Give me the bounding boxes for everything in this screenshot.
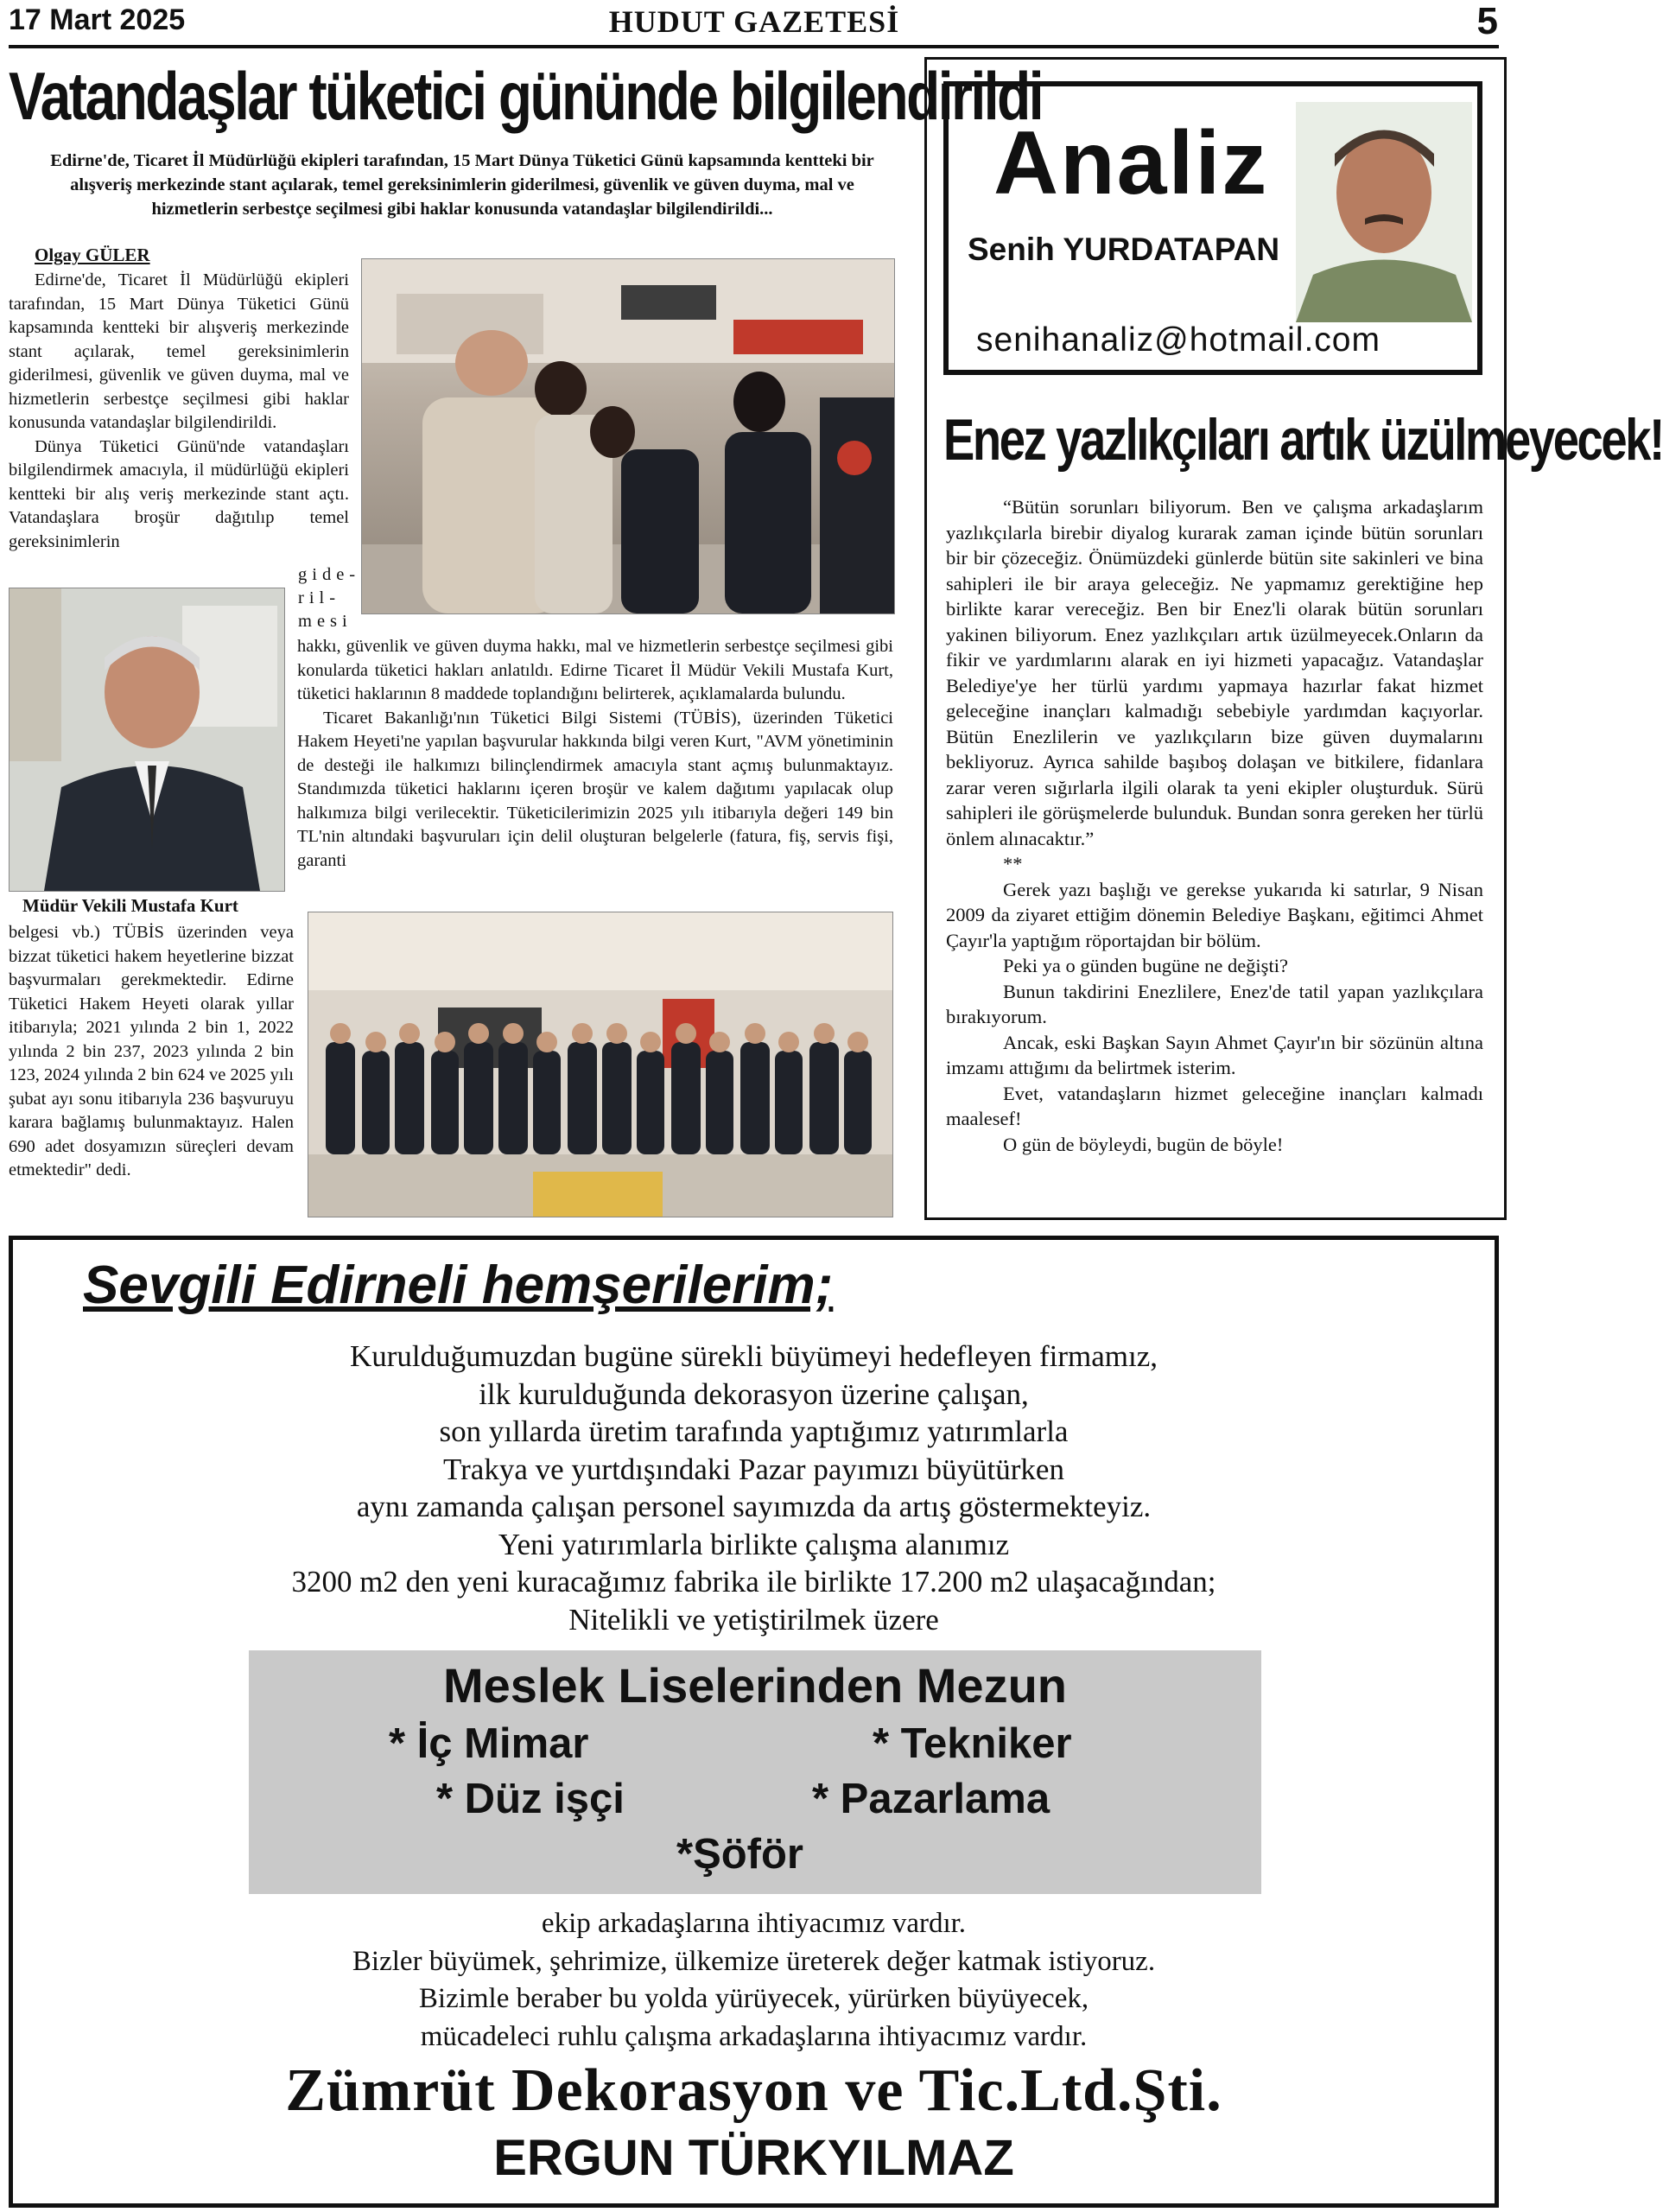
- ad-line: Kurulduğumuzdan bugüne sürekli büyümeyi hedefleyen firmamız,: [349, 1339, 1158, 1373]
- job-interior-architect: * İç Mimar: [389, 1720, 589, 1767]
- ad-outro: [9, 1905, 1499, 2056]
- article-column-b: [297, 635, 893, 873]
- ad-owner: ERGUN TÜRKYILMAZ: [493, 2130, 1014, 2186]
- article-paragraph: Dünya Tüketici Günü'nde vatandaşları bilgilendirmek amacıyla, il müdürlüğü ekipleri kentteki bir alış veriş merkezinde stant açtı. Vatandaşlara broşür dağıtılıp temel gereksinimlerin: [9, 436, 349, 551]
- column-paragraph: Gerek yazı başlığı ve gerekse yukarıda ki satırlar, 9 Nisan 2009 da ziyaret ettiğim dönemin Belediye Başkanı, eğitimci Ahmet Çayır'la yaptığım röportajdan bir bölüm.: [946, 878, 1483, 951]
- ad-line: son yıllarda üretim tarafında yaptığımız yatırımlarla: [439, 1414, 1069, 1448]
- ad-line: Bizimle beraber bu yolda yürüyecek, yürürken büyüyecek,: [418, 1983, 1089, 2014]
- column-title: Analiz: [993, 113, 1269, 213]
- article-paragraph: Edirne'de, Ticaret İl Müdürlüğü ekipleri tarafından, 15 Mart Dünya Tüketici Günü kapsamında kentteki bir alışveriş merkezinde stant açılarak, temel gereksinimlerin giderilmesi, güvenlik ve güven duyma, mal ve hizmetlerin serbestçe seçilmesi gibi haklar konusunda vatandaşlar bilgilendirildi.: [9, 270, 349, 432]
- article-column-a: [9, 269, 349, 554]
- ad-line: ekip arkadaşlarına ihtiyacımız vardır.: [541, 1908, 967, 1939]
- job-technician: * Tekniker: [873, 1720, 1072, 1767]
- author-photo: [1296, 102, 1472, 322]
- column-body: [946, 494, 1483, 1157]
- photo-stand: [361, 258, 895, 614]
- column-author: Senih YURDATAPAN: [968, 232, 1280, 267]
- job-driver: *Şöför: [676, 1831, 803, 1878]
- column-separator: **: [1003, 853, 1023, 874]
- column-email[interactable]: senihanaliz@hotmail.com: [976, 321, 1381, 359]
- photo-portrait: [9, 588, 285, 892]
- ad-line: aynı zamanda çalışan personel sayımızda da artış göstermekteyiz.: [356, 1490, 1152, 1523]
- column-paragraph: “Bütün sorunları biliyorum. Ben ve çalışma arkadaşlarım yazlıkçılarla birebir diyalog kurarak zaman içinde bütün sorunları bir bir çözeceğiz. Önümüzdeki günlerde bütün site sakinleri ve bina sahipleri ile bir araya geleceğiz. Ne yapmamız gerektiğine hep birlikte karar vereceğiz. Ben bir Enez'li olarak bütün sorunları yakinen biliyorum. Enez yazlıkçıları artık üzülmeyecek.Onların da fikir ve yardımlarını alarak en iyi hizmeti yapacağız. Vatandaşlar Belediye'ye her türlü yardımı yapmaya hazırlar fakat hizmet geleceğine inançları kalmadığı sebebiyle yardımdan kaçıyorlar. Bütün Enezlilerin ve yazlıkçıların bize güven duymalarını bekliyoruz. Ayrıca sahilde başıboş dolaşan ve bitkilere, fidanlara zarar veren sığırlarla ilgili olarak ta yeni ekipler oluşturduk. Sürü sahipleri ile görüşmelerde bulunduk. Bundan sonra gereken her türlü önlem alınacaktır.”: [946, 496, 1483, 849]
- ad-line: mücadeleci ruhlu çalışma arkadaşlarına ihtiyacımız vardır.: [420, 2020, 1088, 2052]
- ad-line: 3200 m2 den yeni kuracağımız fabrika ile birlikte 17.200 m2 ulaşacağından;: [291, 1565, 1216, 1599]
- photo-caption: Müdür Vekili Mustafa Kurt: [22, 895, 238, 916]
- column-headline: Enez yazlıkçıları artık üzülmeyecek!: [943, 407, 1663, 473]
- article-column-c: [9, 921, 294, 1183]
- article-paragraph: belgesi vb.) TÜBİS üzerinden veya bizzat tüketici hakem heyetlerine bizzat başvurmaları gerekmektedir. Edirne Tüketici Hakem Heyeti olarak yıllar itibarıyla; 2021 yılında 2 bin 1, 2022 yılında 2 bin 237, 2023 yılında 2 bin 123, 2024 yılında 2 bin 624 ve 2025 yılı şubat ayı sonu itibarıyla 236 başvuruyu karara bağlamış bulunmaktayız. Halen 690 adet dosyamızın süreçleri devam etmektedir" dedi.: [9, 923, 294, 1179]
- photo-stand-scene: [362, 259, 894, 613]
- ad-intro: [9, 1338, 1499, 1638]
- column-paragraph: Peki ya o günden bugüne ne değişti?: [1003, 955, 1288, 976]
- job-marketing: * Pazarlama: [812, 1776, 1050, 1822]
- article-headline: Vatandaşlar tüketici gününde bilgilendirildi: [9, 58, 1043, 134]
- column-paragraph: O gün de böyleydi, bugün de böyle!: [1003, 1133, 1284, 1155]
- ad-title: Sevgili Edirneli hemşerilerim;: [83, 1255, 834, 1315]
- newspaper-name: HUDUT GAZETESİ: [608, 4, 900, 39]
- article-hyphen-tail: gide- ril- mesi: [298, 565, 361, 631]
- ad-company: Zümrüt Dekorasyon ve Tic.Ltd.Şti.: [285, 2057, 1222, 2124]
- article-spot: Edirne'de, Ticaret İl Müdürlüğü ekipleri tarafından, 15 Mart Dünya Tüketici Günü kapsamında kentteki bir alışveriş merkezinde stant açılarak, temel gereksinimlerin giderilmesi, güvenlik ve güven duyma, mal ve hizmetlerin serbestçe seçilmesi gibi haklar konusunda vatandaşlar bilgilendirildi...: [50, 151, 874, 219]
- column-paragraph: Bunun takdirini Enezlilere, Enez'de tatil yapan yazlıkçılara bırakıyorum.: [946, 980, 1483, 1027]
- job-worker: * Düz işçi: [436, 1776, 625, 1822]
- article-paragraph: Ticaret Bakanlığı'nın Tüketici Bilgi Sistemi (TÜBİS), üzerinden Tüketici Hakem Heyeti'ne yapılan başvurular hakkında bilgi veren Kurt, "AVM yönetiminin de desteği ile halkımızı bilinçlendirmek amacıyla stant açmış bulunmaktayız. Standımızda tüketici haklarını içeren broşür ve kalem dağıtımı yapılacak olup halkımıza bilgi verilecektir. Tüketicilerimizin 2025 yılı itibarıyla değeri 149 bin TL'nin altındaki başvuruları için delil oluşturan belgelerle (fatura, fiş, servis fişi, garanti: [297, 708, 893, 870]
- ad-jobs-title: Meslek Liselerinden Mezun: [443, 1658, 1067, 1713]
- ad-line: ilk kurulduğunda dekorasyon üzerine çalışan,: [479, 1376, 1029, 1411]
- page-number: 5: [1476, 0, 1498, 42]
- ad-line: Yeni yatırımlarla birlikte çalışma alanımız: [498, 1527, 1010, 1561]
- ad-line: Bizler büyümek, şehrimize, ülkemize üreterek değer katmak istiyoruz.: [352, 1945, 1156, 1977]
- column-paragraph: Ancak, eski Başkan Sayın Ahmet Çayır'ın bir sözünün altına imzamı attığımı da belirtmek isterim.: [946, 1031, 1483, 1078]
- ad-line: Trakya ve yurtdışındaki Pazar payımızı büyütürken: [443, 1452, 1064, 1486]
- photo-group: [308, 912, 893, 1217]
- photo-group-scene: [308, 912, 892, 1217]
- author-photo-scene: [1296, 102, 1472, 322]
- column-paragraph: Evet, vatandaşların hizmet geleceğine inançları kalmadı maalesef!: [946, 1082, 1483, 1129]
- photo-portrait-scene: [10, 588, 284, 891]
- article-paragraph: hakkı, güvenlik ve güven duyma hakkı, mal ve hizmetlerin serbestçe seçilmesi gibi konularda tüketici hakları anlatıldı. Edirne Ticaret İl Müdür Vekili Mustafa Kurt, tüketici haklarının 8 maddede toplandığını belirterek, açıklamalarda bulundu.: [297, 637, 893, 703]
- article-byline: Olgay GÜLER: [35, 245, 150, 265]
- header-rule: [9, 45, 1499, 48]
- ad-line: Nitelikli ve yetiştirilmek üzere: [568, 1602, 939, 1637]
- issue-date: 17 Mart 2025: [9, 3, 186, 36]
